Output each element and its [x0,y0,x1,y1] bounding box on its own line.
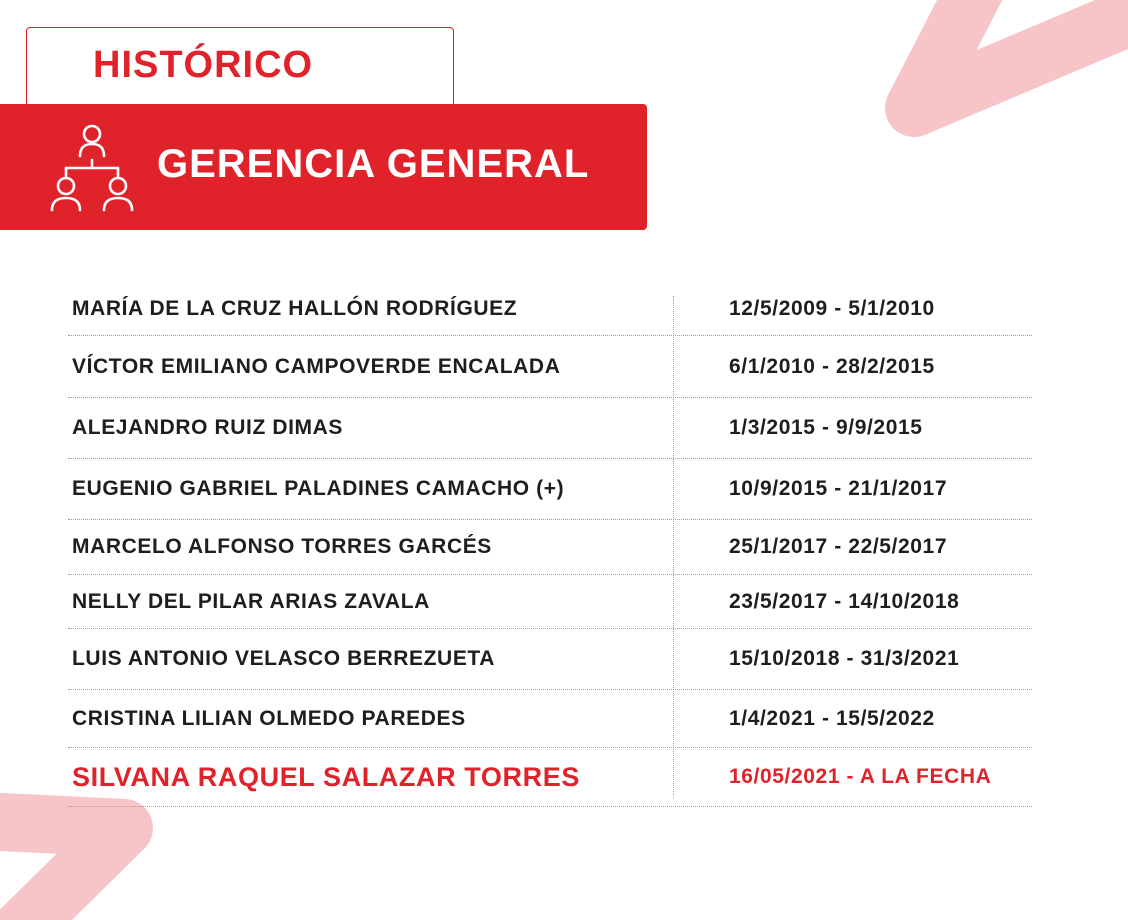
row-period: 16/05/2021 - A LA FECHA [729,765,992,788]
row-name: EUGENIO GABRIEL PALADINES CAMACHO (+) [72,477,565,500]
org-chart-icon [44,120,134,216]
row-period: 1/3/2015 - 9/9/2015 [729,416,923,439]
row-name: MARCELO ALFONSO TORRES GARCÉS [72,535,492,558]
table-row [68,520,1032,575]
table-row [68,459,1032,520]
row-period: 10/9/2015 - 21/1/2017 [729,477,948,500]
table-row [68,336,1032,398]
row-name: VÍCTOR EMILIANO CAMPOVERDE ENCALADA [72,354,561,378]
row-period: 1/4/2021 - 15/5/2022 [729,706,935,730]
row-period: 25/1/2017 - 22/5/2017 [729,535,948,558]
row-name: ALEJANDRO RUIZ DIMAS [72,416,344,439]
row-name: LUIS ANTONIO VELASCO BERREZUETA [72,647,496,670]
row-name: MARÍA DE LA CRUZ HALLÓN RODRÍGUEZ [72,296,518,320]
row-period: 6/1/2010 - 28/2/2015 [729,354,935,378]
row-name: NELLY DEL PILAR ARIAS ZAVALA [72,589,430,613]
row-period: 15/10/2018 - 31/3/2021 [729,647,960,670]
row-name: CRISTINA LILIAN OLMEDO PAREDES [72,706,466,730]
table-row-current [68,748,1032,807]
section-title: HISTÓRICO [93,44,314,86]
table-row [68,282,1032,336]
unit-title: GERENCIA GENERAL [157,142,590,186]
table-row [68,575,1032,629]
table-row [68,690,1032,748]
row-period: 23/5/2017 - 14/10/2018 [729,589,960,613]
table-row [68,398,1032,459]
row-name: SILVANA RAQUEL SALAZAR TORRES [72,761,580,792]
history-table [68,282,1032,807]
table-row [68,629,1032,690]
row-period: 12/5/2009 - 5/1/2010 [729,296,935,320]
